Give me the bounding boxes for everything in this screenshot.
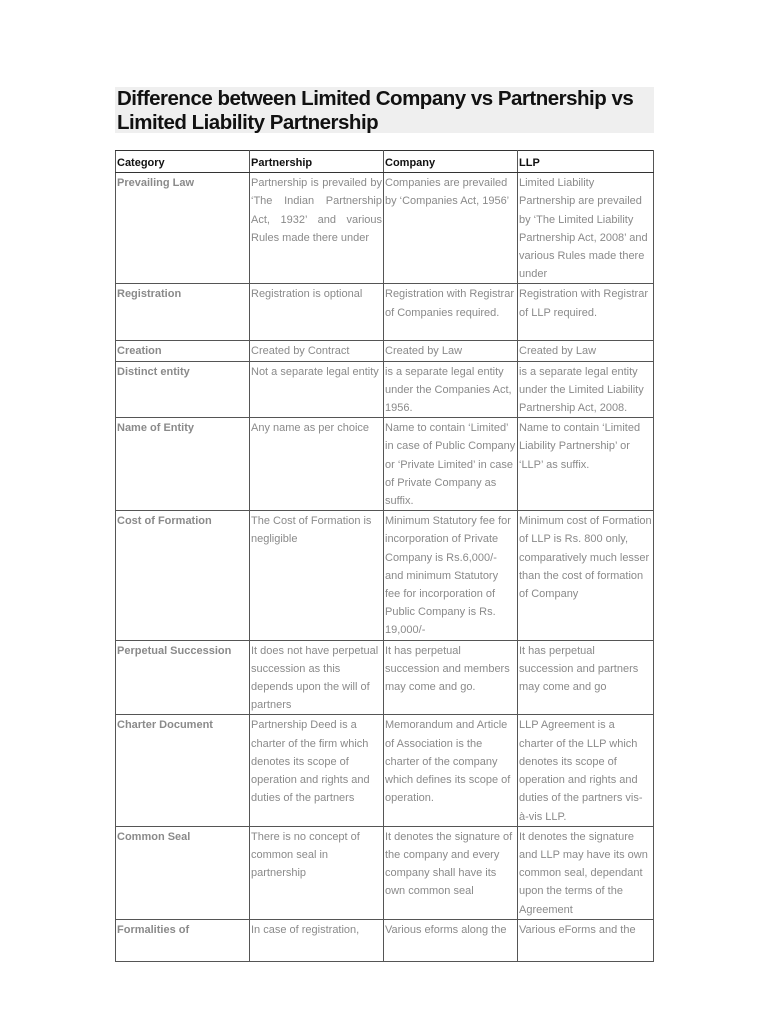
llp-cell: Created by Law [518,341,654,361]
row-category: Name of Entity [116,418,250,511]
table-row [116,826,654,919]
table-row [116,361,654,418]
row-category: Cost of Formation [116,511,250,640]
partnership-cell: The Cost of Formation is negligible [250,511,384,640]
row-category: Distinct entity [116,361,250,418]
partnership-cell: Registration is optional [250,284,384,341]
partnership-cell: Partnership Deed is a charter of the firm which denotes its scope of operation and rights and duties of the partners [250,715,384,826]
partnership-cell: Not a separate legal entity [250,361,384,418]
llp-cell: Minimum cost of Formation of LLP is Rs. 800 only, comparatively much lesser than the cost of formation of Company [518,511,654,640]
table-row [116,284,654,341]
row-category: Prevailing Law [116,173,250,284]
company-cell: Various eforms along the [384,919,518,961]
comparison-table-wrapper [115,150,654,936]
table-row [116,919,654,961]
company-cell: Memorandum and Article of Association is the charter of the company which defines its scope of operation. [384,715,518,826]
llp-cell: It has perpetual succession and partners may come and go [518,640,654,715]
partnership-cell: Partnership is prevailed by ‘The Indian Partnership Act, 1932’ and various Rules made there under [250,173,384,284]
llp-cell: is a separate legal entity under the Limited Liability Partnership Act, 2008. [518,361,654,418]
company-cell: Name to contain ‘Limited’ in case of Public Company or ‘Private Limited’ in case of Private Company as suffix. [384,418,518,511]
document-title: Difference between Limited Company vs Partnership vs Limited Liability Partnership [117,87,634,134]
header-llp: LLP [518,151,654,173]
llp-cell: Registration with Registrar of LLP required. [518,284,654,341]
partnership-cell: Any name as per choice [250,418,384,511]
table-row [116,341,654,361]
llp-cell: Name to contain ‘Limited Liability Partnership’ or ‘LLP’ as suffix. [518,418,654,511]
table-header-row [116,151,654,173]
company-cell: Created by Law [384,341,518,361]
table-row [116,511,654,640]
company-cell: It has perpetual succession and members may come and go. [384,640,518,715]
llp-cell: LLP Agreement is a charter of the LLP which denotes its scope of operation and rights and duties of the partners vis-à-vis LLP. [518,715,654,826]
llp-cell: It denotes the signature and LLP may have its own common seal, dependant upon the terms of the Agreement [518,826,654,919]
row-category: Formalities of [116,919,250,961]
row-category: Common Seal [116,826,250,919]
table-row [116,418,654,511]
table-row [116,715,654,826]
llp-cell: Various eForms and the [518,919,654,961]
header-category: Category [116,151,250,173]
company-cell: Companies are prevailed by ‘Companies Act, 1956’ [384,173,518,284]
company-cell: It denotes the signature of the company and every company shall have its own common seal [384,826,518,919]
company-cell: Registration with Registrar of Companies required. [384,284,518,341]
row-category: Charter Document [116,715,250,826]
partnership-cell: There is no concept of common seal in partnership [250,826,384,919]
row-category: Registration [116,284,250,341]
comparison-table [115,150,654,962]
row-category: Perpetual Succession [116,640,250,715]
partnership-cell: It does not have perpetual succession as this depends upon the will of partners [250,640,384,715]
partnership-cell: Created by Contract [250,341,384,361]
company-cell: is a separate legal entity under the Companies Act, 1956. [384,361,518,418]
header-partnership: Partnership [250,151,384,173]
company-cell: Minimum Statutory fee for incorporation of Private Company is Rs.6,000/- and minimum Statutory fee for incorporation of Public Company is Rs. 19,000/- [384,511,518,640]
table-row [116,173,654,284]
llp-cell: Limited Liability Partnership are prevailed by ‘The Limited Liability Partnership Act, 2008’ and various Rules made there under [518,173,654,284]
table-row [116,640,654,715]
partnership-cell: In case of registration, [250,919,384,961]
row-category: Creation [116,341,250,361]
header-company: Company [384,151,518,173]
